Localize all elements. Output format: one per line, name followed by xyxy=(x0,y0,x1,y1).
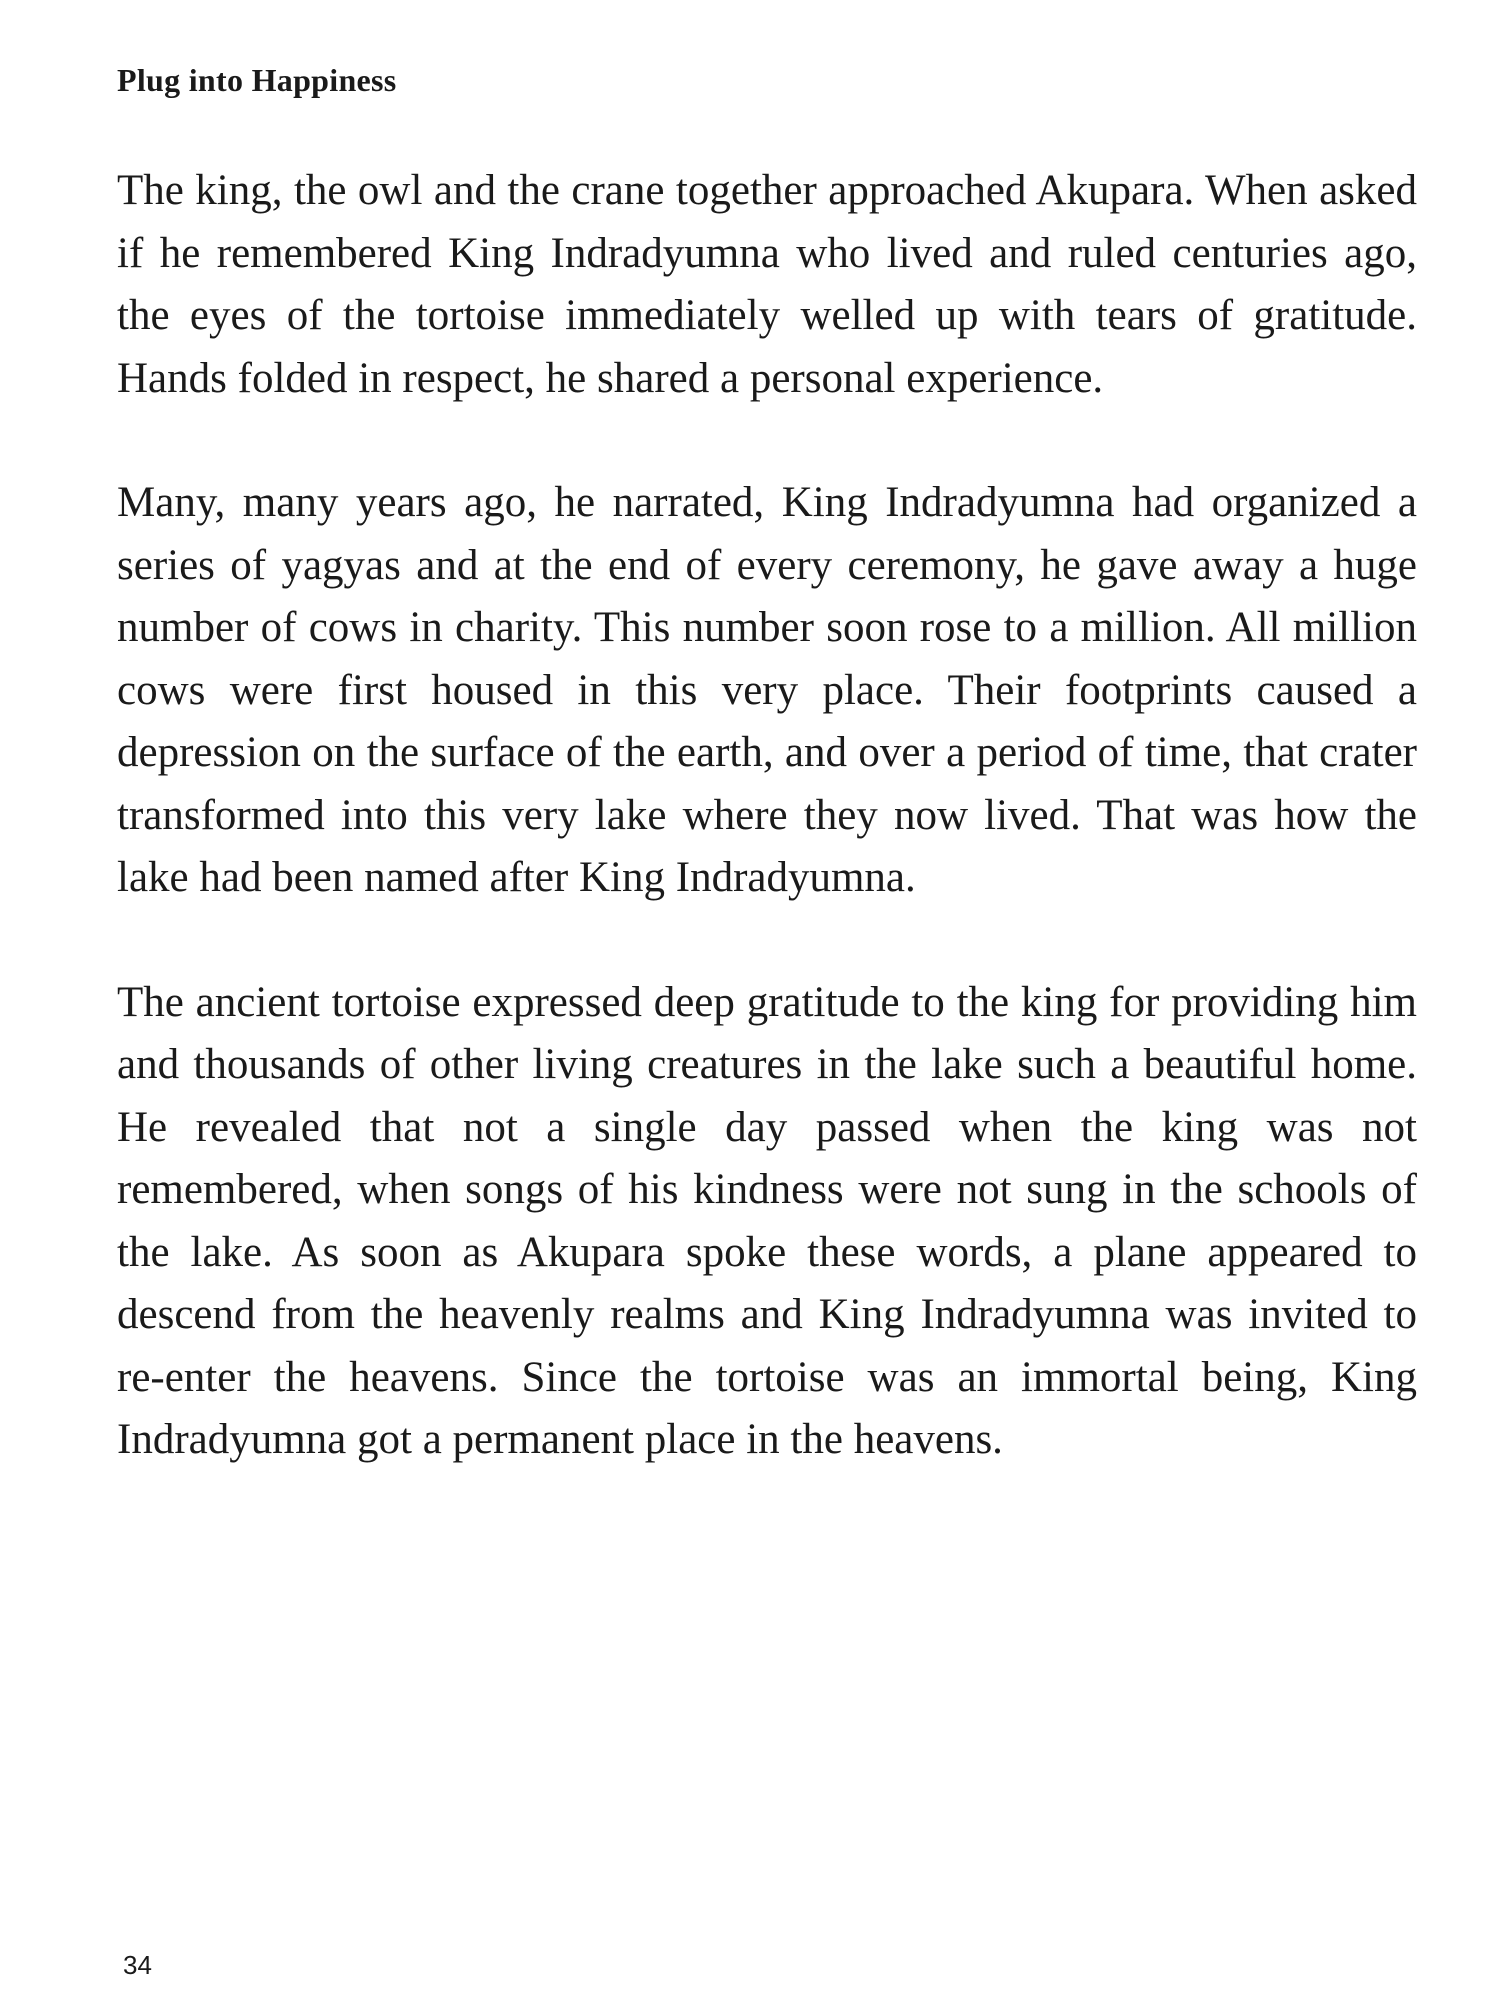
paragraph: Many, many years ago, he narrated, King Indradyumna had organized a series of yagyas and at the end of every ceremony, he gave away a huge number of cows in charity. This number soon rose to a million. All million cows were first housed in this very place. Their footprints caused a depression on the surface of the earth, and over a period of time, that crater transformed into this very lake where they now lived. That was how the lake had been named after King Indradyumna. xyxy=(117,479,1417,901)
running-header-title: Plug into Happiness xyxy=(117,62,397,98)
paragraph: The king, the owl and the crane together approached Akupara. When asked if he remembered King Indradyumna who lived and ruled centuries ago, the eyes of the tortoise immediately welled up with tears of gratitude. Hands folded in respect, he shared a personal experience. xyxy=(117,167,1417,402)
paragraph: The ancient tortoise expressed deep gratitude to the king for providing him and thousands of other living creatures in the lake such a beautiful home. He revealed that not a single day passed when the king was not remembered, when songs of his kindness were not sung in the schools of the lake. As soon as Akupara spoke these words, a plane appeared to descend from the heavenly realms and King Indradyumna was invited to re-enter the heavens. Since the tortoise was an immortal being, King Indradyumna got a permanent place in the heavens. xyxy=(117,978,1417,1463)
page-body xyxy=(117,160,1417,1534)
page-number: 34 xyxy=(123,1950,152,1980)
